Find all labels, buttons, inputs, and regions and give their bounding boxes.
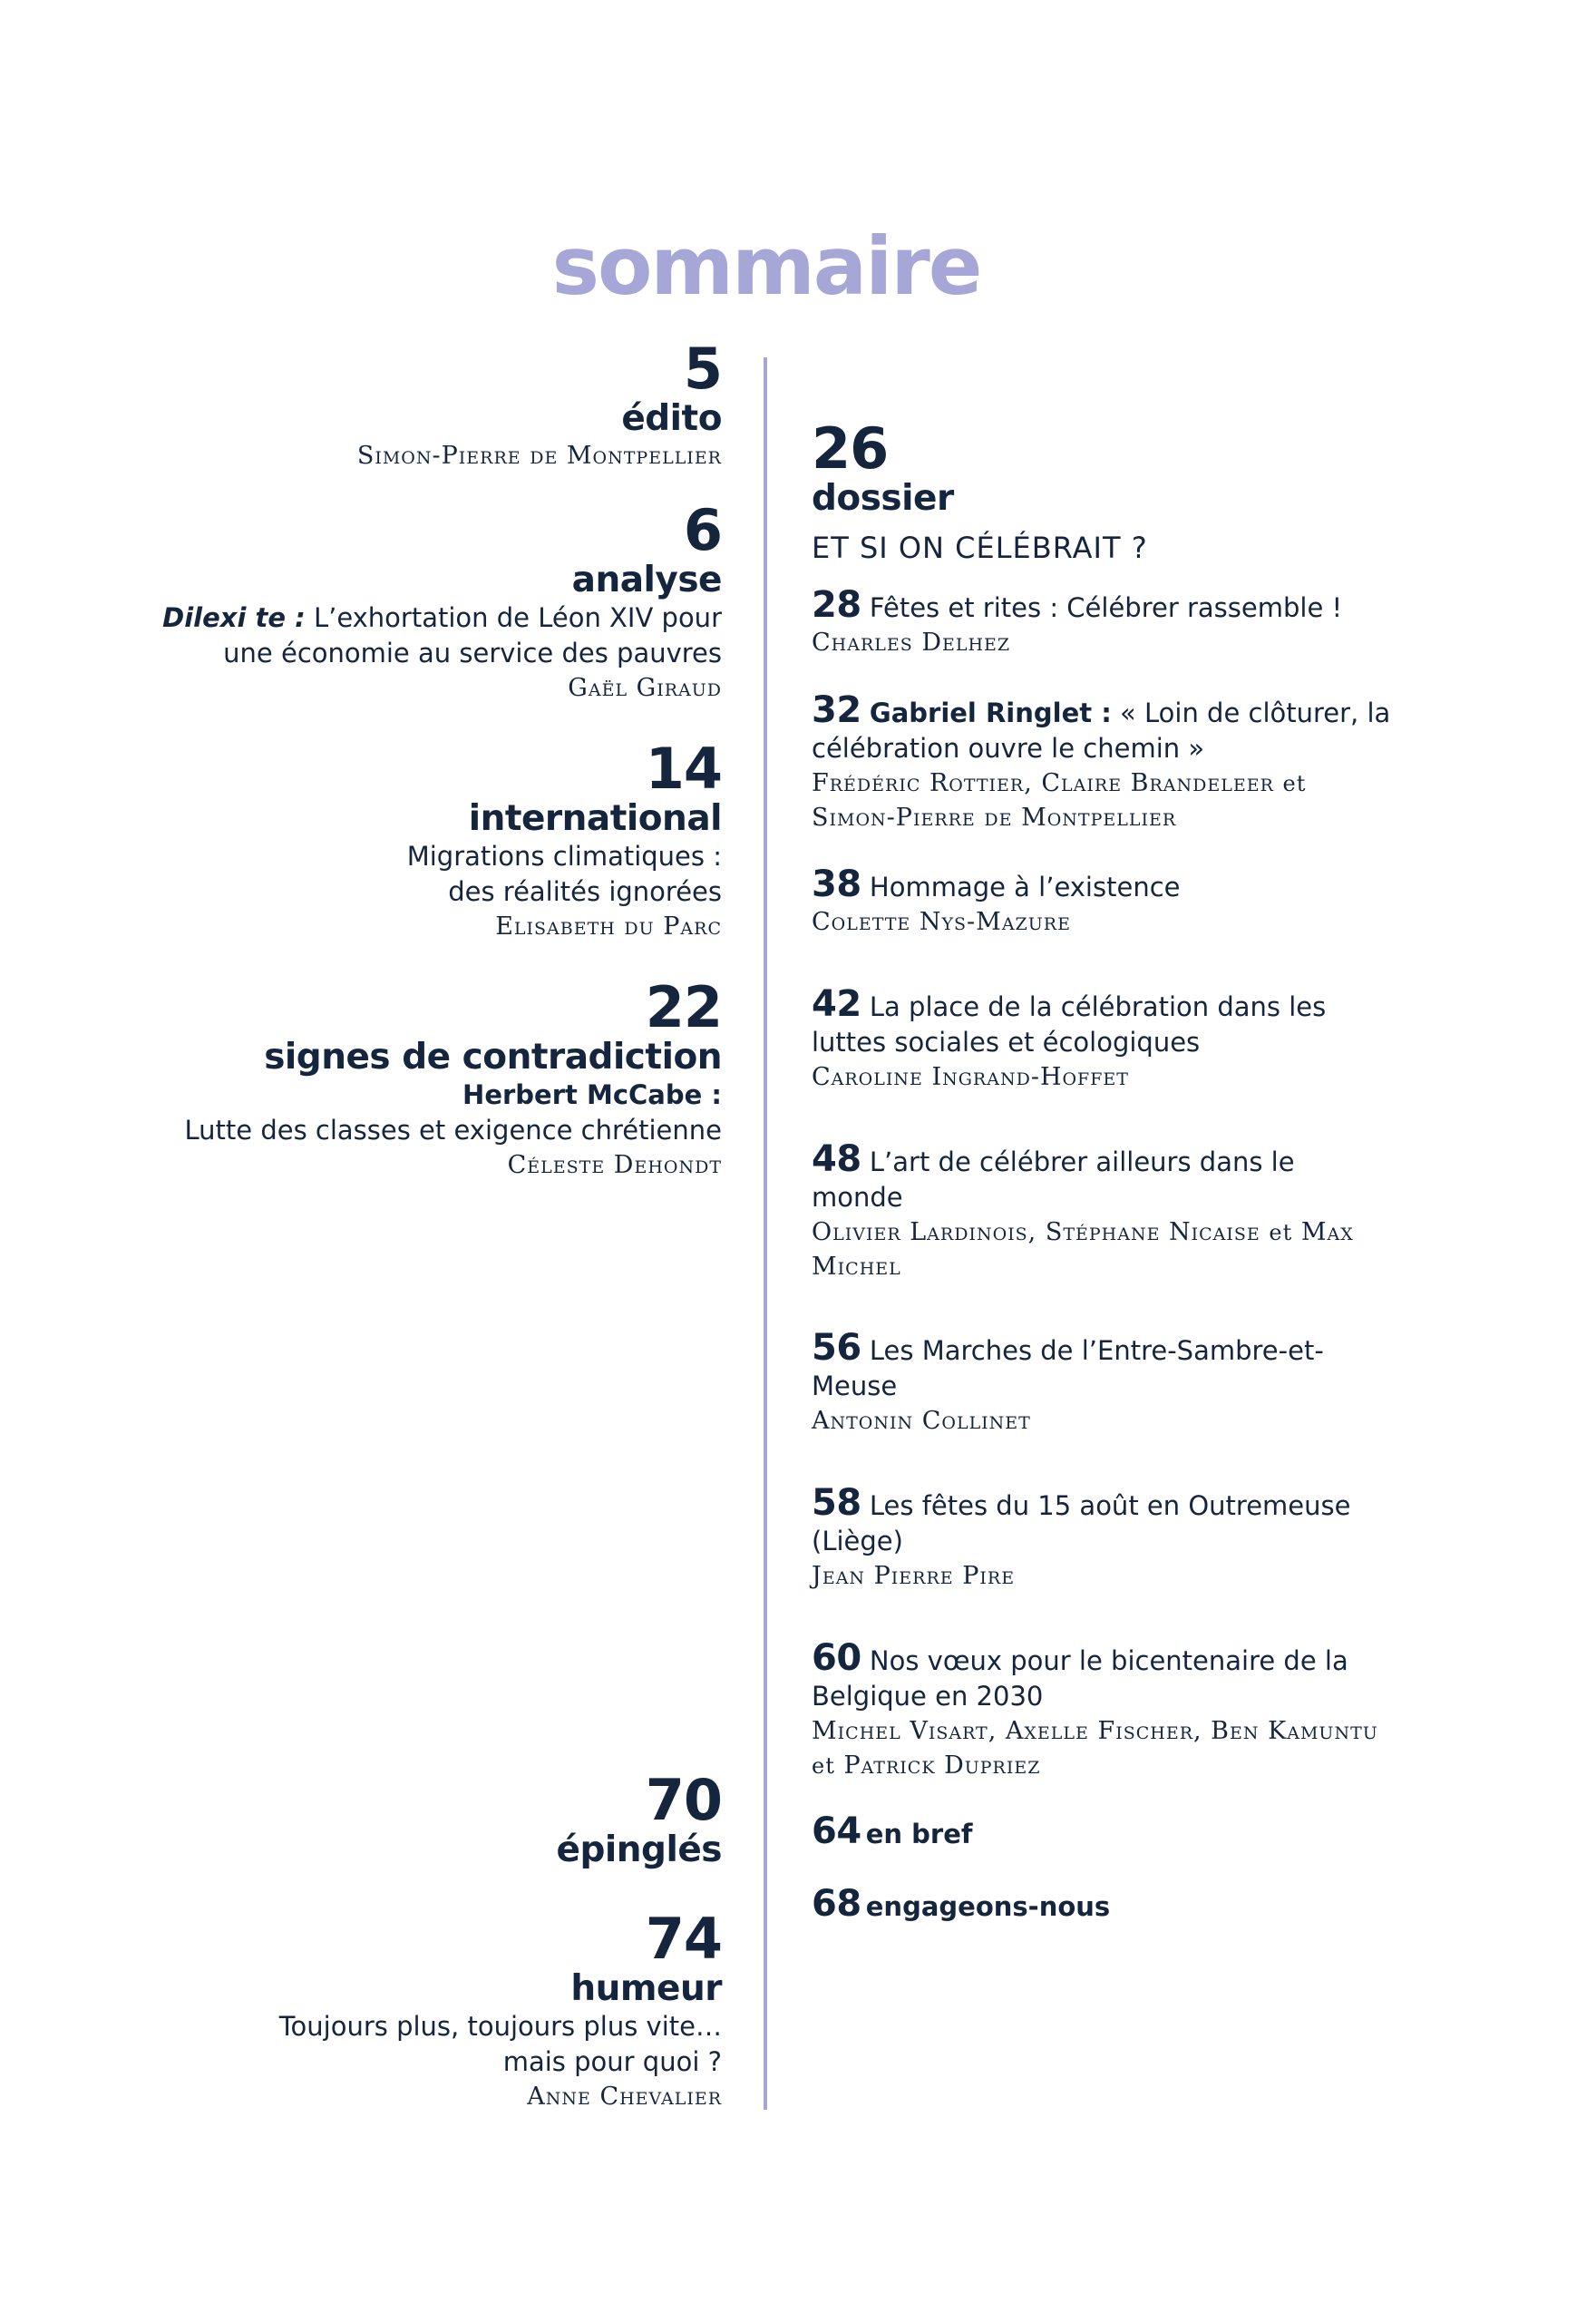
entry-32[interactable] <box>812 689 1410 835</box>
page-number: 28 <box>812 584 861 626</box>
page-number: 14 <box>645 736 722 802</box>
section-title: engageons-nous <box>865 1891 1111 1922</box>
article-title-line2: célébration ouvre le chemin » <box>812 733 1205 764</box>
article-title-line2: monde <box>812 1182 903 1213</box>
author: Frédéric Rottier, Claire Brandeleer et <box>812 769 1307 797</box>
article-lead: Dilexi te : <box>162 602 306 633</box>
author: Michel Visart, Axelle Fischer, Ben Kamuntu <box>812 1717 1378 1745</box>
page-number: 64 <box>812 1810 861 1852</box>
author: Simon-Pierre de Montpellier <box>356 442 722 470</box>
author-line2: Simon-Pierre de Montpellier <box>812 804 1177 832</box>
page-number: 58 <box>812 1482 861 1524</box>
page-number: 48 <box>812 1138 861 1180</box>
author: Anne Chevalier <box>527 2083 722 2111</box>
author: Antonin Collinet <box>812 1407 1031 1435</box>
section-title: épinglés <box>556 1829 722 1870</box>
page-number: 70 <box>645 1767 722 1833</box>
author-line2: Michel <box>812 1253 901 1281</box>
entry-60[interactable] <box>812 1637 1410 1783</box>
entry-engageons-nous[interactable] <box>812 1883 1410 1925</box>
page-number: 32 <box>812 689 861 731</box>
article-title-line2: une économie au service des pauvres <box>223 638 722 668</box>
page-number: 60 <box>812 1637 861 1679</box>
article-lead: Herbert McCabe : <box>462 1079 722 1110</box>
author: Jean Pierre Pire <box>812 1562 1016 1590</box>
entry-epingles[interactable] <box>136 1767 722 1870</box>
article-title: 60 Nos vœux pour le bicentenaire de la <box>812 1637 1348 1679</box>
page-number: 26 <box>812 415 889 482</box>
entry-international[interactable] <box>136 736 722 944</box>
column-divider <box>764 357 767 2110</box>
author: Colette Nys-Mazure <box>812 908 1071 936</box>
author: Gaël Giraud <box>568 674 722 702</box>
entry-28[interactable] <box>812 584 1410 660</box>
entry-signes-de-contradiction[interactable] <box>136 974 722 1183</box>
entry-42[interactable] <box>812 983 1410 1095</box>
page-number: 68 <box>812 1883 861 1925</box>
page-number: 74 <box>645 1906 722 1972</box>
article-title: 32 Gabriel Ringlet : « Loin de clôturer, la <box>812 689 1391 731</box>
page-number: 56 <box>812 1327 861 1369</box>
author-line2: et Patrick Dupriez <box>812 1751 1041 1780</box>
entry-38[interactable] <box>812 863 1410 940</box>
entry-en-bref[interactable] <box>812 1810 1410 1852</box>
article-title-line2: Meuse <box>812 1371 898 1401</box>
page-number: 6 <box>683 497 722 563</box>
author: Charles Delhez <box>812 629 1011 657</box>
article-title: Lutte des classes et exigence chrétienne <box>184 1115 722 1146</box>
entry-analyse[interactable] <box>136 497 722 706</box>
author: Céleste Dehondt <box>507 1151 722 1179</box>
section-title: humeur <box>570 1968 722 2009</box>
section-title: signes de contradiction <box>264 1037 722 1078</box>
article-title: Migrations climatiques : <box>406 841 722 872</box>
article-title-line2: luttes sociales et écologiques <box>812 1027 1201 1058</box>
article-title-line2: mais pour quoi ? <box>502 2046 722 2077</box>
section-title: international <box>468 798 722 839</box>
author: Elisabeth du Parc <box>495 912 722 941</box>
page-number: 42 <box>812 983 861 1025</box>
article-title-line2: (Liège) <box>812 1526 903 1556</box>
article-title: 28 Fêtes et rites : Célébrer rassemble ! <box>812 584 1343 626</box>
section-title: édito <box>621 398 722 439</box>
article-lead: Gabriel Ringlet : <box>869 698 1112 728</box>
page-number: 38 <box>812 863 861 905</box>
article-title: Dilexi te : L’exhortation de Léon XIV pour <box>162 602 722 633</box>
section-title: analyse <box>571 560 722 600</box>
section-title: dossier <box>812 478 954 519</box>
entry-humeur[interactable] <box>136 1906 722 2114</box>
entry-48[interactable] <box>812 1138 1410 1284</box>
entry-58[interactable] <box>812 1482 1410 1594</box>
page-number: 22 <box>645 974 722 1040</box>
page-title: sommaire <box>551 220 981 313</box>
entry-edito[interactable] <box>136 336 722 473</box>
article-title: 42 La place de la célébration dans les <box>812 983 1327 1025</box>
article-title: 38 Hommage à l’existence <box>812 863 1181 905</box>
article-title: Toujours plus, toujours plus vite… <box>278 2011 722 2042</box>
dossier-kicker: ET SI ON CÉLÉBRAIT ? <box>812 531 1148 565</box>
entry-56[interactable] <box>812 1327 1410 1439</box>
article-title: 56 Les Marches de l’Entre-Sambre-et- <box>812 1327 1324 1369</box>
article-title-line2: des réalités ignorées <box>448 876 722 907</box>
author: Olivier Lardinois, Stéphane Nicaise et Max <box>812 1218 1354 1246</box>
page-number: 5 <box>683 336 722 402</box>
entry-dossier[interactable] <box>812 415 1410 566</box>
author: Caroline Ingrand-Hoffet <box>812 1063 1129 1091</box>
section-title: en bref <box>865 1819 973 1849</box>
article-title: 48 L’art de célébrer ailleurs dans le <box>812 1138 1295 1180</box>
article-title-line2: Belgique en 2030 <box>812 1681 1044 1712</box>
article-title: 58 Les fêtes du 15 août en Outremeuse <box>812 1482 1351 1524</box>
